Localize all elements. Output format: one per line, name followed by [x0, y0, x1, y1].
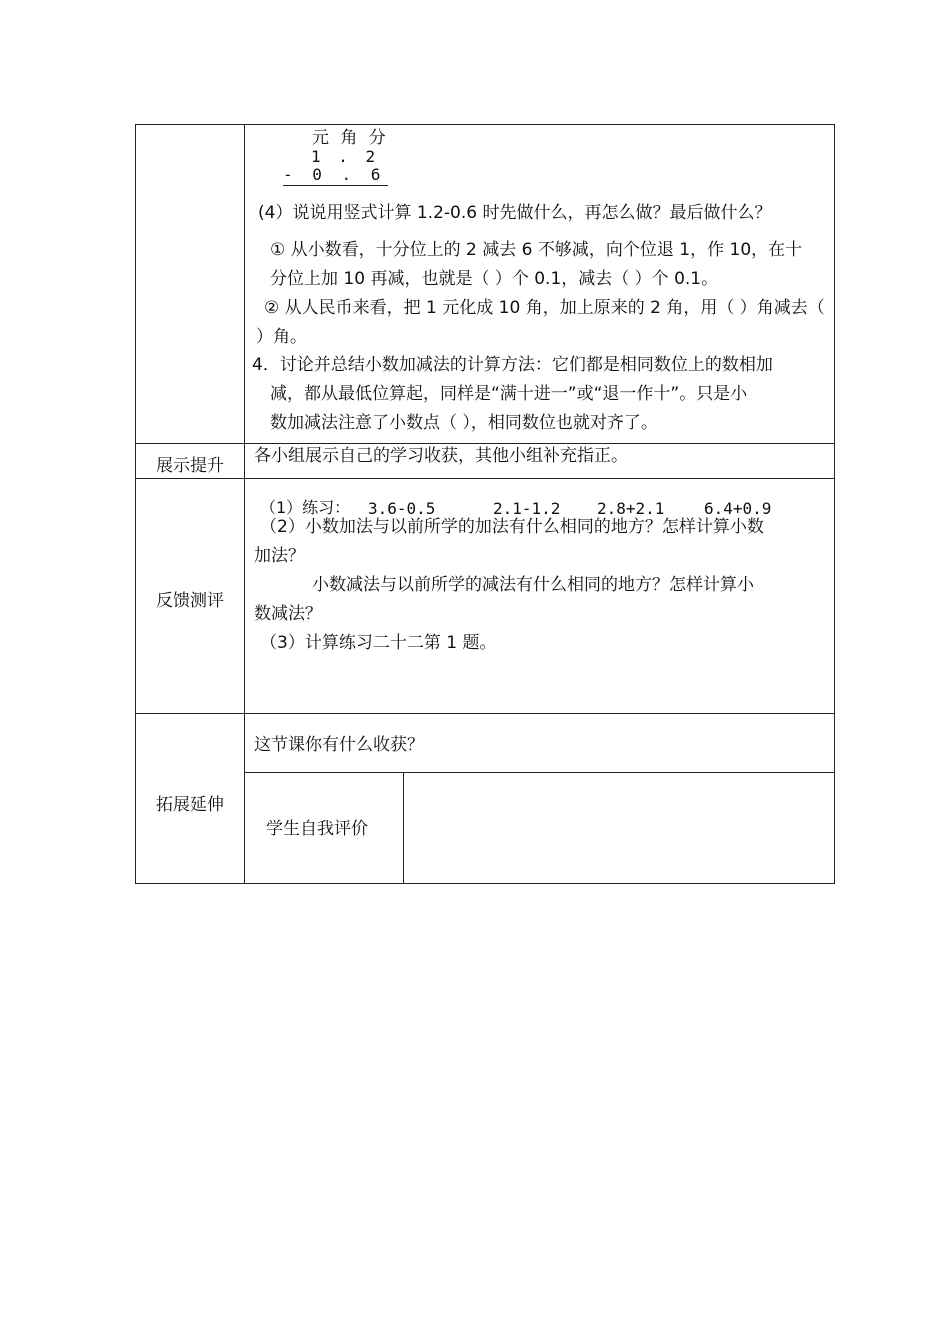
method-money-line2: ）角。	[256, 327, 307, 347]
exercise-1-item: 2.8+2.1	[597, 499, 665, 518]
exercise-2-line1: （2）小数加法与以前所学的加法有什么相同的地方？怎样计算小数	[260, 517, 764, 537]
lesson-table	[135, 124, 835, 884]
exercise-1-item: 3.6-0.5	[368, 499, 436, 518]
row-label-showcase: 展示提升	[156, 456, 224, 476]
exercise-3: （3）计算练习二十二第 1 题。	[260, 633, 497, 653]
reflection-question: 这节课你有什么收获？	[254, 735, 424, 755]
self-eval-label: 学生自我评价	[266, 819, 368, 839]
vertical-calc-units: 元 角 分	[312, 128, 386, 148]
method-decimal-line2: 分位上加 10 再减，也就是（ ）个 0.1，减去（ ）个 0.1。	[270, 269, 719, 289]
row-divider	[136, 713, 834, 714]
method-decimal-line1: ① 从小数看，十分位上的 2 减去 6 不够减，向个位退 1，作 10，在十	[270, 240, 803, 260]
summary-line1: 4．讨论并总结小数加减法的计算方法：它们都是相同数位上的数相加	[252, 355, 773, 375]
summary-line3: 数加减法注意了小数点（ ），相同数位也就对齐了。	[270, 413, 658, 433]
exercise-1-item: 6.4+0.9	[704, 499, 772, 518]
summary-line2: 减，都从最低位算起，同样是“满十进一”或“退一作十”。只是小	[270, 384, 748, 404]
row-label-extension: 拓展延伸	[156, 795, 224, 815]
row-divider	[136, 443, 834, 444]
vertical-calc-minuend: 1 . 2	[311, 147, 376, 166]
method-money-line1: ② 从人民币来看，把 1 元化成 10 角，加上原来的 2 角，用（ ）角减去（	[264, 298, 825, 318]
row-divider	[244, 772, 834, 773]
showcase-content: 各小组展示自己的学习收获，其他小组补充指正。	[254, 446, 628, 466]
column-divider	[244, 125, 245, 883]
question-4: (4）说说用竖式计算 1.2-0.6 时先做什么，再怎么做？最后做什么？	[258, 203, 772, 223]
row-divider	[136, 478, 834, 479]
exercise-1-item: 2.1-1.2	[493, 499, 561, 518]
self-eval-value[interactable]	[416, 819, 816, 859]
exercise-1-prefix: （1）练习：	[260, 498, 351, 517]
exercise-2b-line1: 小数减法与以前所学的减法有什么相同的地方？怎样计算小	[312, 575, 754, 595]
row-label-feedback: 反馈测评	[156, 591, 224, 611]
exercise-2b-line2: 数减法？	[254, 604, 322, 624]
self-eval-divider	[403, 772, 404, 883]
vertical-calc-subtrahend: - 0 . 6	[283, 165, 388, 186]
exercise-2-line2: 加法？	[254, 546, 305, 566]
